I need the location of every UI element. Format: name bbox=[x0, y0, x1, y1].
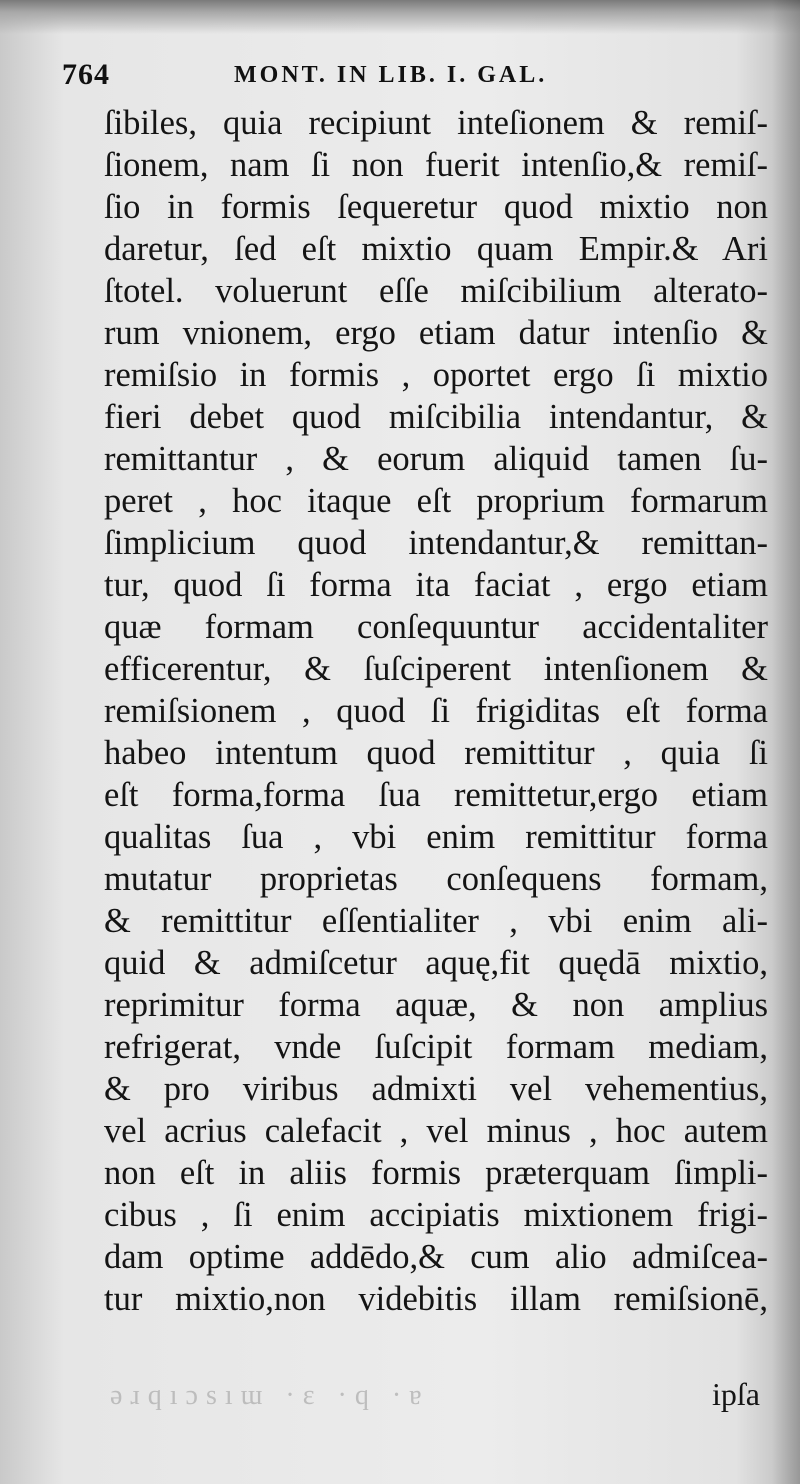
text-line: remiſsionem , quod ſi frigiditas eſt forma bbox=[104, 692, 768, 730]
text-line: peret , hoc itaque eſt proprium formarum bbox=[104, 482, 768, 520]
text-line: dam optime addēdo,& cum alio admiſcea- bbox=[104, 1238, 768, 1276]
text-line: non eſt in aliis formis præterquam ſimpli- bbox=[104, 1154, 768, 1192]
text-line: vel acrius calefacit , vel minus , hoc autem bbox=[104, 1112, 768, 1150]
page-right-shadow bbox=[772, 0, 800, 1484]
text-line: reprimitur forma aquæ, & non amplius bbox=[104, 986, 768, 1024]
text-line: qualitas ſua , vbi enim remittitur forma bbox=[104, 818, 768, 856]
page-number: 764 bbox=[62, 58, 110, 91]
text-line: ſtotel. voluerunt eſſe miſcibilium alterato- bbox=[104, 272, 768, 310]
text-line: & remittitur eſſentialiter , vbi enim ali- bbox=[104, 902, 768, 940]
bleed-through-text: ǝɹqıɔsıɯ ·ɛ ·q ·ɐ bbox=[110, 1380, 430, 1411]
text-line: remiſsio in formis , oportet ergo ſi mixtio bbox=[104, 356, 768, 394]
text-line: ſio in formis ſequeretur quod mixtio non bbox=[104, 188, 768, 226]
running-head: MONT. IN LIB. I. GAL. bbox=[234, 62, 548, 88]
text-line: ſionem, nam ſi non fuerit intenſio,& remiſ- bbox=[104, 146, 768, 184]
text-line: rum vnionem, ergo etiam datur intenſio & bbox=[104, 314, 768, 352]
page-header bbox=[62, 58, 772, 98]
text-line: eſt forma,forma ſua remittetur,ergo etiam bbox=[104, 776, 768, 814]
text-line: ſibiles, quia recipiunt inteſionem & remiſ- bbox=[104, 104, 768, 142]
body-text bbox=[104, 102, 768, 1320]
text-line: & pro viribus admixti vel vehementius, bbox=[104, 1070, 768, 1108]
text-line: habeo intentum quod remittitur , quia ſi bbox=[104, 734, 768, 772]
text-line: efficerentur, & ſuſciperent intenſionem & bbox=[104, 650, 768, 688]
text-line: fieri debet quod miſcibilia intendantur, & bbox=[104, 398, 768, 436]
text-line: quæ formam conſequuntur accidentaliter bbox=[104, 608, 768, 646]
text-line: tur, quod ſi forma ita faciat , ergo etiam bbox=[104, 566, 768, 604]
text-line: tur mixtio,non videbitis illam remiſsionē, bbox=[104, 1280, 768, 1318]
text-line: daretur, ſed eſt mixtio quam Empir.& Ari bbox=[104, 230, 768, 268]
text-line: remittantur , & eorum aliquid tamen ſu- bbox=[104, 440, 768, 478]
text-line: cibus , ſi enim accipiatis mixtionem frigi- bbox=[104, 1196, 768, 1234]
text-line: quid & admiſcetur aquę,fit quędā mixtio, bbox=[104, 944, 768, 982]
text-line: ſimplicium quod intendantur,& remittan- bbox=[104, 524, 768, 562]
text-line: mutatur proprietas conſequens formam, bbox=[104, 860, 768, 898]
catchword: ipſa bbox=[712, 1376, 760, 1412]
page-top-shadow bbox=[0, 0, 800, 34]
text-line: refrigerat, vnde ſuſcipit formam mediam, bbox=[104, 1028, 768, 1066]
